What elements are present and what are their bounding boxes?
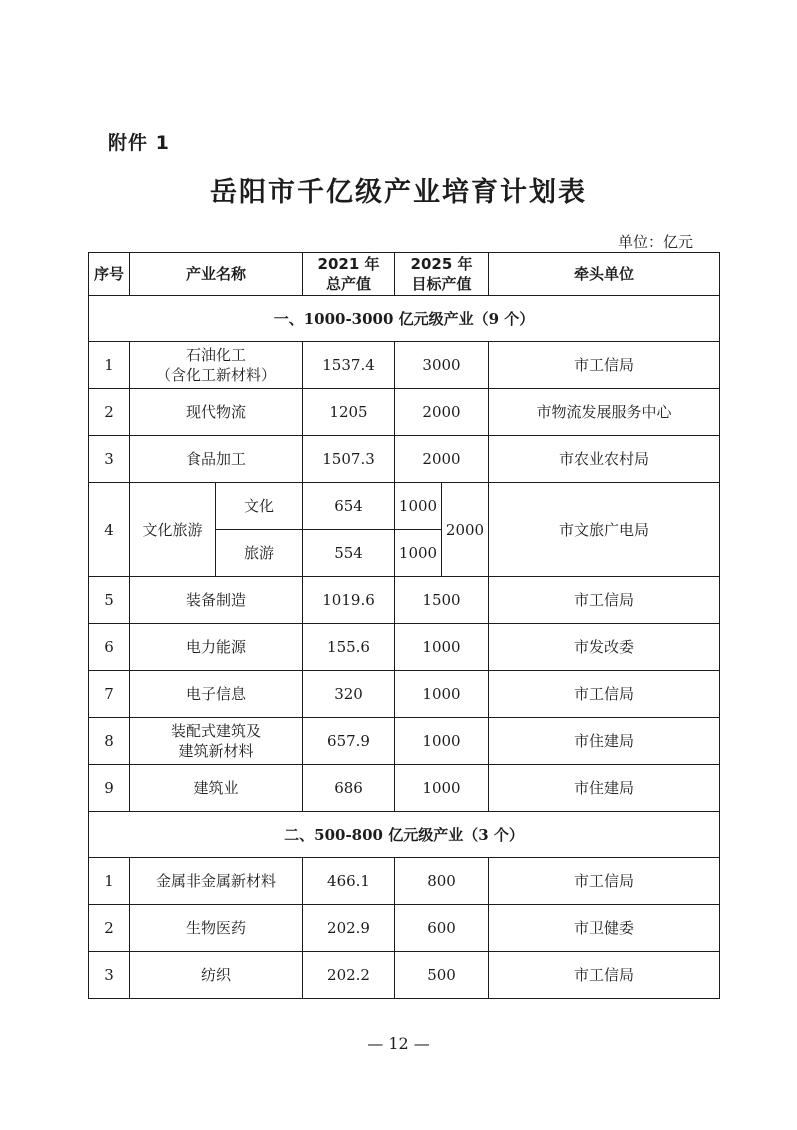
section-title: 一、1000-3000 亿元级产业（9 个） [89, 296, 720, 342]
cell-2025-total: 2000 [442, 483, 489, 577]
cell-name: 石油化工 （含化工新材料） [130, 342, 303, 389]
cell-seq: 2 [89, 389, 130, 436]
unit-label: 单位：亿元 [617, 233, 693, 251]
cell-2021: 202.2 [303, 952, 395, 999]
table-row [89, 577, 720, 624]
cell-2021: 686 [303, 765, 395, 812]
header-name: 产业名称 [130, 253, 303, 296]
cell-2025-sub: 1000 [395, 483, 442, 530]
table-row [89, 389, 720, 436]
cell-name: 电力能源 [130, 624, 303, 671]
cell-2021: 202.9 [303, 905, 395, 952]
cell-lead: 市文旅广电局 [489, 483, 720, 577]
cell-seq: 3 [89, 436, 130, 483]
header-2021: 2021 年 总产值 [303, 253, 395, 296]
cell-2021: 1205 [303, 389, 395, 436]
cell-seq: 8 [89, 718, 130, 765]
cell-seq: 6 [89, 624, 130, 671]
cell-lead: 市住建局 [489, 718, 720, 765]
cell-2025: 2000 [395, 436, 489, 483]
cell-subname: 旅游 [216, 530, 303, 577]
table-row [89, 952, 720, 999]
cell-name: 生物医药 [130, 905, 303, 952]
table-row [89, 436, 720, 483]
cell-lead: 市卫健委 [489, 905, 720, 952]
cell-lead: 市工信局 [489, 952, 720, 999]
table-row [89, 765, 720, 812]
cell-name: 金属非金属新材料 [130, 858, 303, 905]
cell-2025: 600 [395, 905, 489, 952]
cell-name: 纺织 [130, 952, 303, 999]
table-row [89, 483, 720, 530]
cell-lead: 市住建局 [489, 765, 720, 812]
cell-name: 电子信息 [130, 671, 303, 718]
cell-lead: 市物流发展服务中心 [489, 389, 720, 436]
cell-name: 现代物流 [130, 389, 303, 436]
table-row [89, 858, 720, 905]
cell-2025-sub: 1000 [395, 530, 442, 577]
cell-lead: 市发改委 [489, 624, 720, 671]
cell-seq: 4 [89, 483, 130, 577]
cell-2021: 654 [303, 483, 395, 530]
cell-2025: 1500 [395, 577, 489, 624]
cell-2025: 1000 [395, 765, 489, 812]
cell-name: 文化旅游 [130, 483, 216, 577]
cell-name: 装备制造 [130, 577, 303, 624]
cell-seq: 3 [89, 952, 130, 999]
cell-2021: 1507.3 [303, 436, 395, 483]
cell-subname: 文化 [216, 483, 303, 530]
cell-2021: 1019.6 [303, 577, 395, 624]
table-row [89, 718, 720, 765]
cell-seq: 1 [89, 858, 130, 905]
cell-2021: 466.1 [303, 858, 395, 905]
cell-seq: 1 [89, 342, 130, 389]
cell-2025: 1000 [395, 671, 489, 718]
cell-2025: 2000 [395, 389, 489, 436]
header-seq: 序号 [89, 253, 130, 296]
cell-seq: 2 [89, 905, 130, 952]
page-title: 岳阳市千亿级产业培育计划表 [210, 177, 587, 208]
section-title: 二、500-800 亿元级产业（3 个） [89, 812, 720, 858]
page-number: — 12 — [367, 1034, 430, 1053]
cell-2021: 1537.4 [303, 342, 395, 389]
cell-seq: 9 [89, 765, 130, 812]
header-2025: 2025 年 目标产值 [395, 253, 489, 296]
section-row [89, 296, 720, 342]
cell-name: 建筑业 [130, 765, 303, 812]
cell-seq: 5 [89, 577, 130, 624]
cell-name: 装配式建筑及 建筑新材料 [130, 718, 303, 765]
table-row [89, 342, 720, 389]
cell-lead: 市工信局 [489, 577, 720, 624]
cell-2025: 3000 [395, 342, 489, 389]
industry-plan-table [88, 252, 720, 999]
cell-2021: 320 [303, 671, 395, 718]
cell-lead: 市工信局 [489, 858, 720, 905]
cell-lead: 市工信局 [489, 342, 720, 389]
table-header-row [89, 253, 720, 296]
cell-2025: 800 [395, 858, 489, 905]
cell-2021: 554 [303, 530, 395, 577]
cell-lead: 市工信局 [489, 671, 720, 718]
table-row [89, 624, 720, 671]
cell-2025: 500 [395, 952, 489, 999]
cell-2021: 155.6 [303, 624, 395, 671]
cell-seq: 7 [89, 671, 130, 718]
table-row [89, 671, 720, 718]
attachment-label: 附件 1 [108, 132, 170, 154]
header-lead: 牵头单位 [489, 253, 720, 296]
cell-2021: 657.9 [303, 718, 395, 765]
cell-lead: 市农业农村局 [489, 436, 720, 483]
section-row [89, 812, 720, 858]
table-row [89, 905, 720, 952]
cell-2025: 1000 [395, 624, 489, 671]
cell-name: 食品加工 [130, 436, 303, 483]
cell-2025: 1000 [395, 718, 489, 765]
